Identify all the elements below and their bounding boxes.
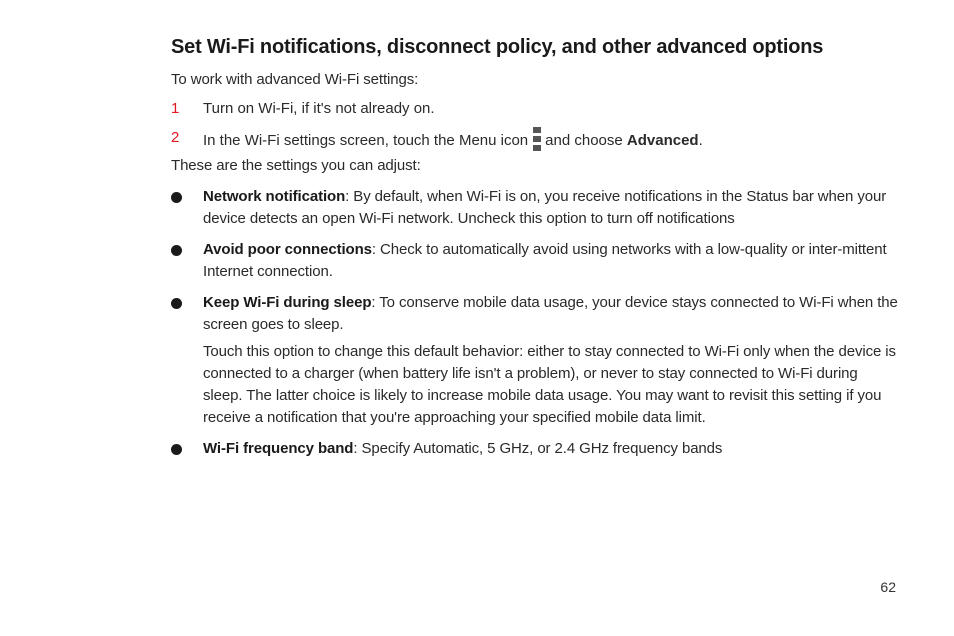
step-text-before: In the Wi-Fi settings screen, touch the Menu icon [203,132,529,149]
step-text: Turn on Wi-Fi, if it's not already on. [203,100,435,117]
step-number: 1 [171,100,180,117]
setting-body [203,292,899,336]
setting-body [203,239,899,283]
setting-body [203,186,899,230]
setting-term: Keep Wi-Fi during sleep [203,294,372,311]
setting-description: : Specify Automatic, 5 GHz, or 2.4 GHz frequency bands [353,440,723,457]
step-number: 2 [171,129,180,146]
setting-term: Avoid poor connections [203,241,372,258]
page-title: Set Wi-Fi notifications, disconnect policy, and other advanced options [171,36,824,58]
setting-description: : By default, when Wi-Fi is on, you receive notifications in the Status bar when your device detects an open Wi-Fi network. Uncheck this option to turn off notifications [203,188,887,227]
page-number: 62 [880,579,896,595]
step-text-middle: and choose [545,132,623,149]
bullet-icon [171,245,182,256]
settings-intro-text: These are the settings you can adjust: [171,157,421,174]
setting-term: Wi-Fi frequency band [203,440,354,457]
bullet-icon [171,298,182,309]
setting-term: Network notification [203,188,346,205]
setting-description: : To conserve mobile data usage, your device stays connected to Wi-Fi when the screen goes to sleep. [203,294,898,333]
step-2 [171,127,871,149]
advanced-label: Advanced [626,132,699,149]
menu-overflow-icon [533,127,541,151]
bullet-icon [171,444,182,455]
setting-description: : Check to automatically avoid using networks with a low-quality or inter-mittent Internet connection. [203,241,887,280]
step-text-after: . [698,132,703,149]
setting-body [203,438,899,460]
step-text [203,127,703,152]
step-1 [171,98,871,120]
setting-extra-text: Touch this option to change this default behavior: either to stay connected to Wi-Fi only when the device is connected to a charger (when battery life isn't a problem), or never to stay connected to Wi-Fi during sleep. The latter choice is likely to increase mobile data usage. You may want to revisit this setting if you receive a notification that you're approaching your specified mobile data limit. [203,343,896,426]
bullet-icon [171,192,182,203]
intro-text: To work with advanced Wi-Fi settings: [171,71,419,88]
